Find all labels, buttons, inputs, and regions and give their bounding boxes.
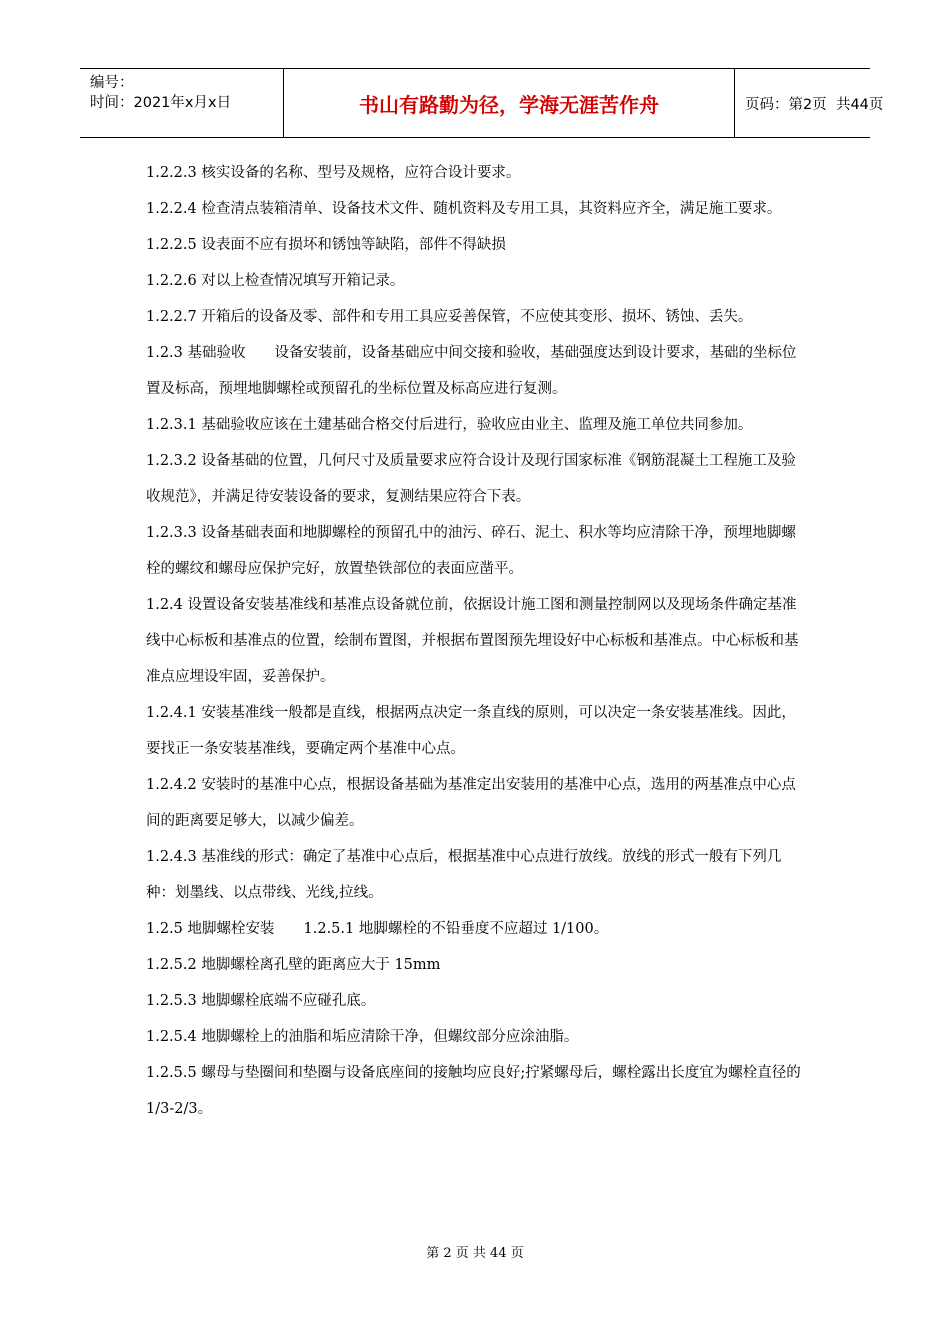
paragraph: 1.2.2.4 检查清点装箱清单、设备技术文件、随机资料及专用工具，其资料应齐全，满足施工要求。 bbox=[146, 201, 782, 217]
paragraph: 1.2.4.1 安装基准线一般都是直线，根据两点决定一条直线的原则，可以决定一条安装基准线。因此，要找正一条安装基准线，要确定两个基准中心点。 bbox=[146, 705, 796, 757]
paragraph: 1.2.2.7 开箱后的设备及零、部件和专用工具应妥善保管，不应使其变形、损坏、锈蚀、丢失。 bbox=[146, 309, 753, 325]
paragraph: 1.2.3.2 设备基础的位置，几何尺寸及质量要求应符合设计及现行国家标准《钢筋混凝土工程施工及验收规范》，并满足待安装设备的要求，复测结果应符合下表。 bbox=[146, 453, 796, 505]
paragraph: 1.2.4.2 安装时的基准中心点，根据设备基础为基准定出安装用的基准中心点，选用的两基准点中心点间的距离要足够大，以减少偏差。 bbox=[146, 777, 796, 829]
paragraph: 1.2.5 地脚螺栓安装 1.2.5.1 地脚螺栓的不铅垂度不应超过 1/100。 bbox=[146, 921, 609, 937]
paragraph: 1.2.3.3 设备基础表面和地脚螺栓的预留孔中的油污、碎石、泥土、积水等均应清除干净，预埋地脚螺栓的螺纹和螺母应保护完好，放置垫铁部位的表面应凿平。 bbox=[146, 525, 796, 577]
paragraph: 1.2.5.2 地脚螺栓离孔壁的距离应大于 15mm bbox=[146, 957, 441, 973]
paragraph: 1.2.2.3 核实设备的名称、型号及规格，应符合设计要求。 bbox=[146, 165, 521, 181]
document-number-label: 编号： bbox=[90, 75, 134, 91]
document-time-label: 时间：2021年x月x日 bbox=[90, 95, 232, 111]
paragraph: 1.2.5.4 地脚螺栓上的油脂和垢应清除干净，但螺纹部分应涂油脂。 bbox=[146, 1029, 579, 1045]
header-motto: 书山有路勤为径，学海无涯苦作舟 bbox=[283, 69, 735, 137]
paragraph: 1.2.5.3 地脚螺栓底端不应碰孔底。 bbox=[146, 993, 376, 1009]
header-meta bbox=[80, 69, 283, 137]
paragraph: 1.2.2.5 设表面不应有损坏和锈蚀等缺陷，部件不得缺损 bbox=[146, 237, 506, 253]
page-header bbox=[80, 68, 884, 138]
page-footer: 第 2 页 共 44 页 bbox=[426, 1246, 524, 1261]
document-body bbox=[146, 155, 806, 1127]
paragraph: 1.2.5.5 螺母与垫圈间和垫圈与设备底座间的接触均应良好;拧紧螺母后，螺栓露出长度宜为螺栓直径的 1/3-2/3。 bbox=[146, 1065, 801, 1117]
paragraph: 1.2.3 基础验收 设备安装前，设备基础应中间交接和验收，基础强度达到设计要求，基础的坐标位置及标高，预埋地脚螺栓或预留孔的坐标位置及标高应进行复测。 bbox=[146, 345, 797, 397]
header-page-info bbox=[735, 69, 884, 137]
header-page-number: 页码：第2页 共44页 bbox=[745, 96, 884, 113]
paragraph: 1.2.2.6 对以上检查情况填写开箱记录。 bbox=[146, 273, 405, 289]
paragraph: 1.2.3.1 基础验收应该在土建基础合格交付后进行，验收应由业主、监理及施工单位共同参加。 bbox=[146, 417, 753, 433]
paragraph: 1.2.4.3 基准线的形式：确定了基准中心点后，根据基准中心点进行放线。放线的形式一般有下列几种：划墨线、以点带线、光线,拉线。 bbox=[146, 849, 782, 901]
paragraph: 1.2.4 设置设备安装基准线和基准点设备就位前，依据设计施工图和测量控制网以及现场条件确定基准线中心标板和基准点的位置，绘制布置图，并根据布置图预先埋设好中心标板和基准点。中心标板和基准点应埋设牢固，妥善保护。 bbox=[146, 597, 799, 685]
